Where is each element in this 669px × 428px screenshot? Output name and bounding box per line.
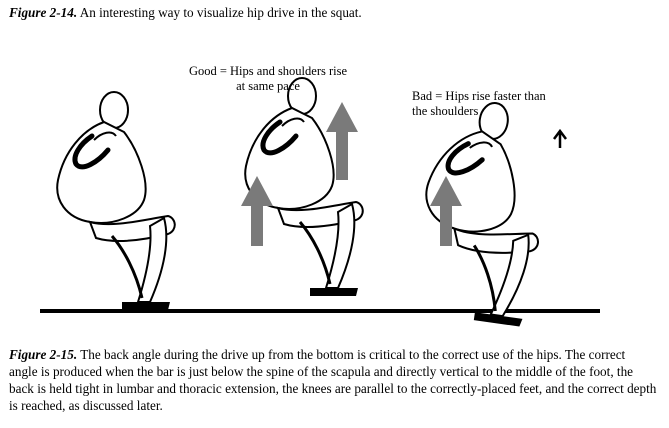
lifter-figure-bad bbox=[410, 95, 557, 327]
figure-number-bottom: Figure 2-15. bbox=[9, 347, 78, 362]
squat-illustration bbox=[0, 30, 669, 330]
figure-caption-bottom-text: The back angle during the drive up from the bottom is critical to the correct use of the hips. The correct angle is produced when the bar is just below the spine of the scapula and directly vertical to the middle of the foot, the back is held tight in lumbar and thoracic extension, the knees are parallel to the correctly-placed feet, and the correct depth is reached, as discussed later. bbox=[9, 347, 657, 413]
figure-caption-text: An interesting way to visualize hip drive in the squat. bbox=[79, 5, 362, 20]
small-shoulder-arrow-bad bbox=[554, 131, 566, 148]
figure-caption-bottom bbox=[9, 346, 657, 414]
figure-number: Figure 2-14. bbox=[9, 5, 78, 20]
annotation-good: Good = Hips and shoulders rise at same pace bbox=[188, 64, 348, 93]
annotation-bad: Bad = Hips rise faster than the shoulders bbox=[412, 89, 546, 118]
figure-caption-top bbox=[9, 4, 659, 21]
lifter-figure-start bbox=[57, 92, 175, 310]
